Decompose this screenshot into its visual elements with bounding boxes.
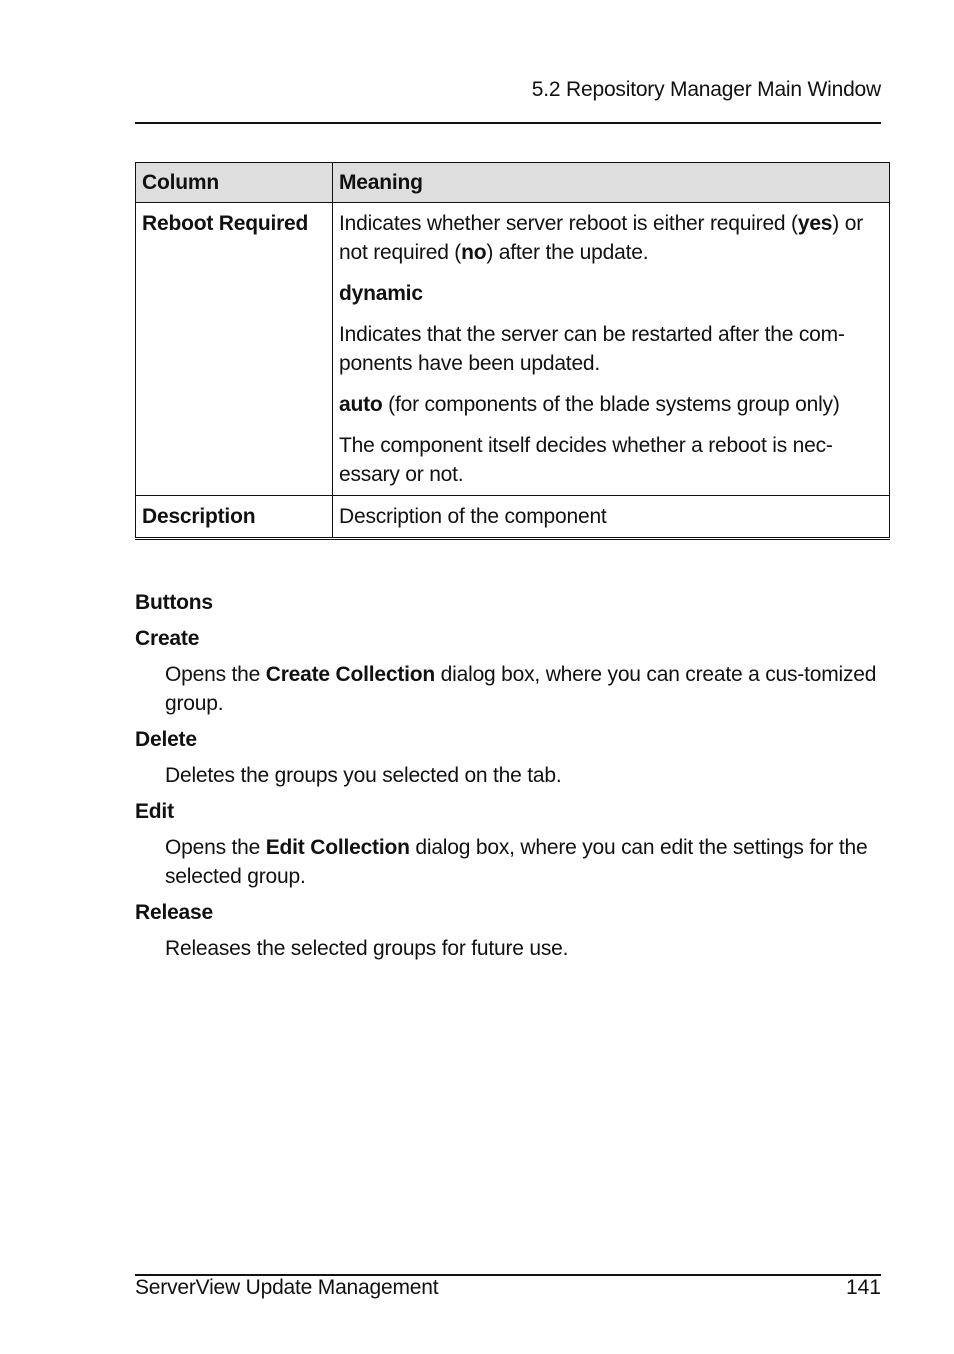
bold-value-yes: yes xyxy=(797,212,833,235)
table-row xyxy=(136,203,890,496)
dynamic-description: Indicates that the server can be restarted after the com-ponents have been updated. xyxy=(339,323,845,375)
text-run: dialog box, where you can create a cus-tomized group. xyxy=(165,663,877,715)
dialog-name-create-collection: Create Collection xyxy=(265,663,436,686)
term-delete: Delete xyxy=(135,728,197,751)
value-dynamic: dynamic xyxy=(339,282,423,305)
footer-doc-title: ServerView Update Management xyxy=(135,1276,439,1299)
term-create: Create xyxy=(135,627,200,650)
table-row xyxy=(136,496,890,539)
header-meaning: Meaning xyxy=(333,163,890,203)
desc-create xyxy=(165,660,885,718)
desc-delete: Deletes the groups you selected on the tab. xyxy=(165,764,562,787)
meaning-paragraph xyxy=(339,209,883,267)
auto-description: The component itself decides whether a reboot is nec-essary or not. xyxy=(339,434,833,486)
row-meaning-reboot-required xyxy=(333,203,890,496)
buttons-section xyxy=(135,588,895,970)
row-meaning-description: Description of the component xyxy=(333,496,890,539)
table-header-row xyxy=(136,163,890,203)
page-number: 141 xyxy=(845,1276,881,1299)
header-rule xyxy=(135,122,881,124)
desc-release: Releases the selected groups for future use. xyxy=(165,937,569,960)
text-run: ) after the update. xyxy=(486,241,649,264)
term-edit: Edit xyxy=(135,800,174,823)
text-run: ) or not required ( xyxy=(339,212,863,264)
section-title-buttons: Buttons xyxy=(135,591,213,614)
bold-value-no: no xyxy=(461,241,487,264)
text-run: Opens the xyxy=(165,836,266,859)
text-run: dialog box, where you can edit the settings for the selected group. xyxy=(165,836,868,888)
desc-edit xyxy=(165,833,885,891)
text-run: Opens the xyxy=(165,663,266,686)
header-column: Column xyxy=(136,163,333,203)
auto-paragraph xyxy=(339,390,883,419)
row-name-description: Description xyxy=(136,496,333,539)
text-run: (for components of the blade systems group only) xyxy=(382,393,840,416)
text-run: Indicates whether server reboot is either required ( xyxy=(339,212,798,235)
row-name-reboot-required: Reboot Required xyxy=(136,203,333,496)
column-meaning-table xyxy=(135,162,890,540)
value-auto: auto xyxy=(339,393,383,416)
term-release: Release xyxy=(135,901,213,924)
dialog-name-edit-collection: Edit Collection xyxy=(265,836,410,859)
running-header: 5.2 Repository Manager Main Window xyxy=(531,78,881,101)
